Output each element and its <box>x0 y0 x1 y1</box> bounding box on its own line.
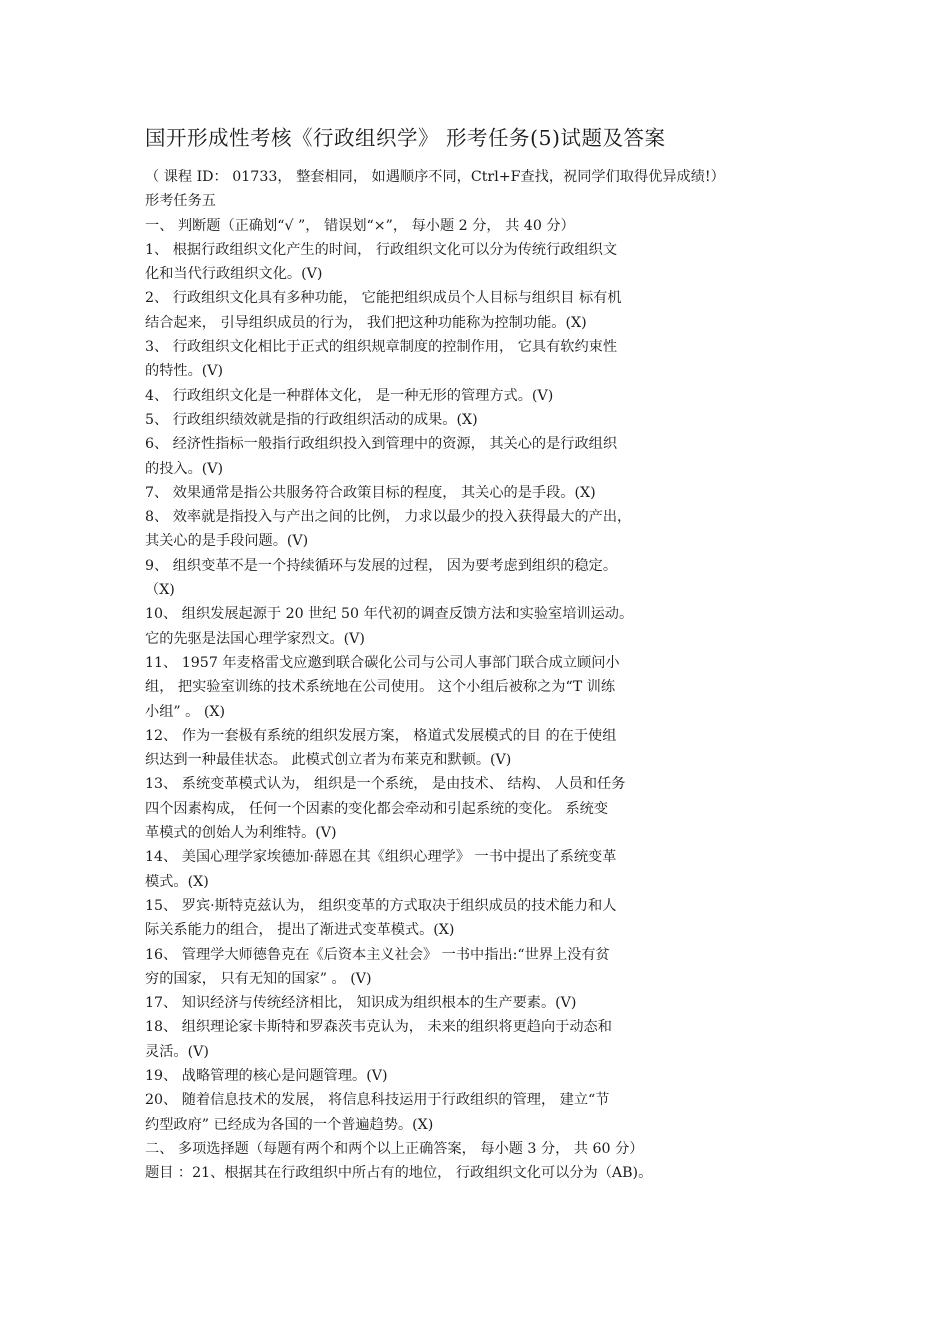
text-line: 一、 判断题（正确划“√ ”， 错误划“×”， 每小题 2 分， 共 40 分） <box>145 217 575 234</box>
text-line: 小组” 。 (X) <box>145 703 226 720</box>
text-line: 4、 行政组织文化是一种群体文化， 是一种无形的管理方式。(V) <box>145 387 554 404</box>
text-line: 形考任务五 <box>145 193 216 210</box>
text-line: 19、 战略管理的核心是问题管理。(V) <box>145 1067 388 1084</box>
text-line: 13、 系统变革模式认为， 组织是一个系统， 是由技术、 结构、 人员和任务 <box>145 776 626 793</box>
text-line: 的特性。(V) <box>145 363 224 380</box>
text-line: 17、 知识经济与传统经济相比， 知识成为组织根本的生产要素。(V) <box>145 995 577 1012</box>
text-line: 模式。(X) <box>145 873 209 890</box>
text-line: 10、 组织发展起源于 20 世纪 50 年代初的调查反馈方法和实验室培训运动。 <box>145 606 634 623</box>
text-line: 它的先驱是法国心理学家烈文。(V) <box>145 630 365 647</box>
document-body <box>145 165 825 1185</box>
text-line: 化和当代行政组织文化。(V) <box>145 266 323 283</box>
text-line: 约型政府” 已经成为各国的一个普遍趋势。(X) <box>145 1116 434 1133</box>
text-line: 二、 多项选择题（每题有两个和两个以上正确答案， 每小题 3 分， 共 60 分） <box>145 1140 644 1157</box>
text-line: 16、 管理学大师德鲁克在《后资本主义社会》 一书中指出:“世界上没有贫 <box>145 946 610 963</box>
text-line: （X) <box>145 582 175 599</box>
text-line: 革模式的创始人为利维特。(V) <box>145 825 337 842</box>
text-line: （ 课程 ID： 01733， 整套相同， 如遇顺序不同，Ctrl+F查找，祝同学们取得优异成绩!） <box>145 169 725 185</box>
text-line: 穷的国家， 只有无知的国家” 。 (V) <box>145 970 372 987</box>
text-line: 8、 效率就是指投入与产出之间的比例， 力求以最少的投入获得最大的产出， <box>145 509 632 526</box>
text-line: 5、 行政组织绩效就是指的行政组织活动的成果。(X) <box>145 411 478 428</box>
text-line: 结合起来， 引导组织成员的行为， 我们把这种功能称为控制功能。(X) <box>145 314 587 331</box>
text-line: 四个因素构成， 任何一个因素的变化都会牵动和引起系统的变化。 系统变 <box>145 800 609 817</box>
document-title: 国开形成性考核《行政组织学》 形考任务(5)试题及答案 <box>145 126 666 150</box>
text-line: 18、 组织理论家卡斯特和罗森茨韦克认为， 未来的组织将更趋向于动态和 <box>145 1019 612 1036</box>
text-line: 7、 效果通常是指公共服务符合政策目标的程度， 其关心的是手段。(X) <box>145 484 596 501</box>
text-line: 9、 组织变革不是一个持续循环与发展的过程， 因为要考虑到组织的稳定。 <box>145 557 618 574</box>
text-line: 6、 经济性指标一般指行政组织投入到管理中的资源， 其关心的是行政组织 <box>145 436 618 453</box>
text-line: 题目 ：21、根据其在行政组织中所占有的地位， 行政组织文化可以分为（AB)。 <box>145 1165 653 1182</box>
text-line: 15、 罗宾·斯特克兹认为， 组织变革的方式取决于组织成员的技术能力和人 <box>145 897 617 914</box>
text-line: 织达到一种最佳状态。 此模式创立者为布莱克和默顿。(V) <box>145 752 512 769</box>
text-line: 组， 把实验室训练的技术系统地在公司使用。 这个小组后被称之为“T 训练 <box>145 679 616 696</box>
text-line: 14、 美国心理学家埃德加·薛恩在其《组织心理学》 一书中提出了系统变革 <box>145 849 617 866</box>
text-line: 际关系能力的组合， 提出了渐进式变革模式。(X) <box>145 922 455 939</box>
text-line: 2、 行政组织文化具有多种功能， 它能把组织成员个人目标与组织目 标有机 <box>145 290 622 307</box>
text-line: 20、 随着信息技术的发展， 将信息科技运用于行政组织的管理， 建立“节 <box>145 1092 610 1109</box>
text-line: 的投入。(V) <box>145 460 224 477</box>
text-line: 其关心的是手段问题。(V) <box>145 533 309 550</box>
text-line: 灵活。(V) <box>145 1043 209 1060</box>
text-line: 11、 1957 年麦格雷戈应邀到联合碳化公司与公司人事部门联合成立顾问小 <box>145 654 620 671</box>
text-line: 3、 行政组织文化相比于正式的组织规章制度的控制作用， 它具有软约束性 <box>145 339 618 356</box>
text-line: 12、 作为一套极有系统的组织发展方案， 格道式发展模式的目 的在于使组 <box>145 727 617 744</box>
text-line: 1、 根据行政组织文化产生的时间， 行政组织文化可以分为传统行政组织文 <box>145 241 618 258</box>
